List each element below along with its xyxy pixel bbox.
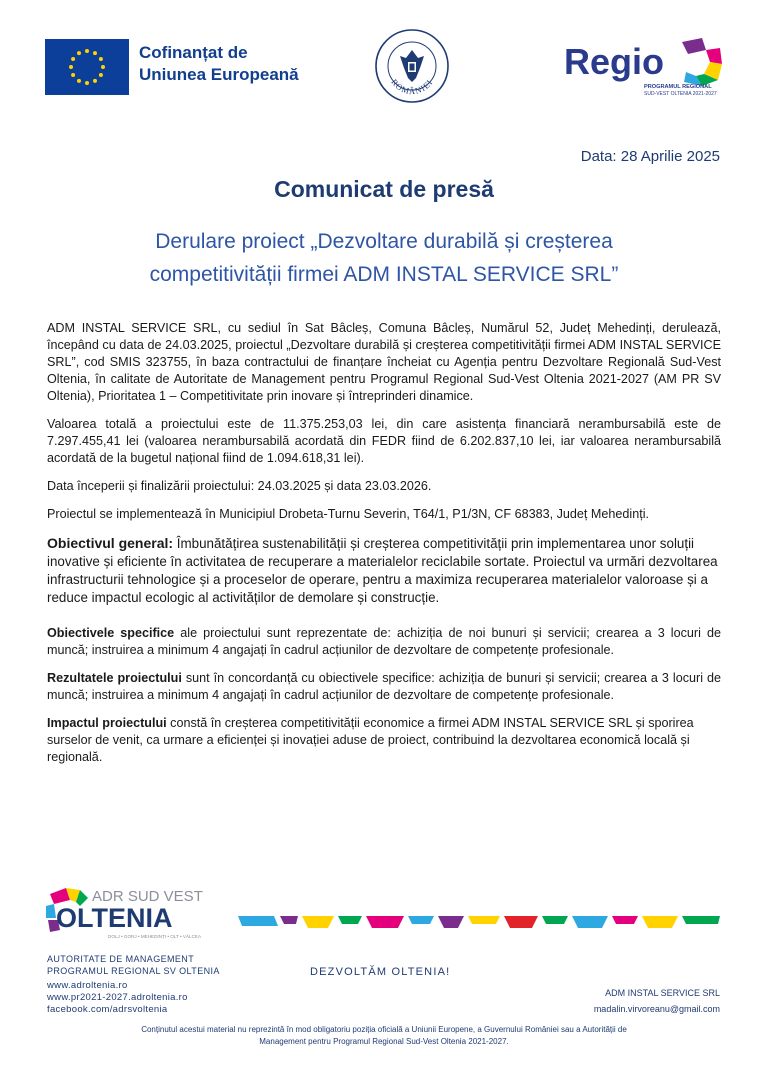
paragraph-intro: ADM INSTAL SERVICE SRL, cu sediul în Sat Bâcleș, Comuna Bâcleș, Numărul 52, Județ Mehedinți, derulează, începând cu data de 24.03.2025, proiectul „Dezvoltare durabilă și creșterea competitivității firmei ADM INSTAL SERVICE SRL”, cod SMIS 323755, în baza contractului de finanțare încheiat cu Agenția pentru Dezvoltare Regională Sud-Vest Oltenia, în calitate de Autoritate de Management pentru Programul Regional Sud-Vest Oltenia 2021-2027 (AM PR SV Oltenia), Prioritatea 1 – Competitivitate prin inovare și întreprinderi dinamice. [47, 321, 721, 403]
subtitle-line1: Derulare proiect „Dezvoltare durabilă și creșterea [155, 230, 613, 253]
eu-cofinanced-label [139, 42, 299, 86]
managing-authority-label [47, 953, 220, 977]
beneficiary-email[interactable]: madalin.virvoreanu@gmail.com [593, 1004, 720, 1014]
romanian-government-seal [374, 28, 450, 104]
regio-color-emblem-icon [682, 38, 722, 86]
press-release-body [47, 320, 721, 777]
paragraph-results [47, 670, 721, 704]
document-date: Data: 28 Aprilie 2025 [580, 148, 720, 165]
slogan: DEZVOLTĂM OLTENIA! [310, 966, 451, 978]
results-label: Rezultatele proiectului [47, 671, 182, 685]
gov-arc-top-text [374, 28, 429, 30]
impact-text: constă în creșterea competitivității economice a firmei ADM INSTAL SERVICE SRL și sporirea surselor de venit, ca urmare a eficienței și inovației aduse de proiect, contribuind la dezvoltarea economică locală și regională. [47, 716, 694, 764]
general-objective-label: Obiectivul general: [47, 535, 174, 551]
adr-counties-text: DOLJ • GORJ • MEHEDINȚI • OLT • VÂLCEA [108, 934, 202, 939]
gov-arc-bottom-path: ROMÂNIEI [389, 77, 435, 97]
regio-sub1: PROGRAMUL REGIONAL [644, 84, 712, 90]
eu-line1: Cofinanțat de [139, 43, 248, 62]
impact-label: Impactul proiectului [47, 716, 167, 730]
paragraph-dates: Data începerii și finalizării proiectului: 24.03.2025 și data 23.03.2026. [47, 479, 432, 493]
adr-top-text: ADR SUD VEST [92, 888, 203, 905]
page-title: Comunicat de presă [274, 176, 494, 202]
link-pr2021[interactable]: www.pr2021-2027.adroltenia.ro [47, 992, 188, 1003]
paragraph-impact [47, 715, 721, 766]
specific-objectives-text: ale proiectului sunt reprezentate de: achiziția de noi bunuri și servicii; crearea a 3 locuri de muncă; instruirea a minimum 4 angajați în cadrul acțiunilor de dezvoltare de competențe profesionale. [47, 626, 721, 657]
adr-main-text: OLTENIA [56, 903, 173, 933]
adr-sud-vest-oltenia-logo [44, 884, 236, 944]
regio-sub2: SUD-VEST OLTENIA 2021-2027 [644, 91, 717, 97]
disclaimer: Conținutul acestui material nu reprezintă în mod obligatoriu poziția oficială a Uniunii Europene, a Guvernului României sau a Autorității de Management pentru Programul Regional Sud-Vest Oltenia 2021-2027. [141, 1025, 627, 1046]
eu-line2: Uniunea Europeană [139, 65, 299, 84]
auth-line2: PROGRAMUL REGIONAL SV OLTENIA [47, 966, 220, 976]
link-adroltenia[interactable]: www.adroltenia.ro [47, 980, 128, 991]
eagle-emblem-icon [400, 50, 424, 82]
auth-line1: AUTORITATE DE MANAGEMENT [47, 954, 195, 964]
beneficiary-name: ADM INSTAL SERVICE SRL [605, 988, 720, 998]
regio-logo [564, 36, 724, 98]
subtitle-line2: competitivității firmei ADM INSTAL SERVICE SRL” [149, 263, 619, 286]
paragraph-value: Valoarea totală a proiectului este de 11.375.253,03 lei, din care asistența financiară nerambursabilă este de 7.297.455,41 lei (valoarea nerambursabilă acordată din FEDR fiind de 6.202.837,10 lei, iar valoarea nerambursabilă acordată de la bugetul național fiind de 1.094.618,31 lei). [47, 417, 721, 465]
results-text: sunt în concordanță cu obiectivele specifice: achiziția de bunuri și servicii; crearea a 3 locuri de muncă; instruirea a minimum 4 angajați în cadrul acțiunilor de dezvoltare de competențe profesionale. [47, 671, 722, 702]
decorative-color-stripe [238, 910, 720, 932]
general-objective-text: Îmbunătățirea sustenabilității și creșterea competitivității prin implementarea unor soluții inovative și eficiente în activitatea de recuperare a materialelor reciclabile sortate. Proiectul va urmări dezvoltarea infrastructurii tehnologice și a proceselor de operare, pentru a maximiza recuperarea materialelor valoroase și a reduce impactul ecologic al activităților de demolare și construcție. [47, 536, 718, 605]
page-subtitle [60, 225, 708, 291]
paragraph-general-objective [47, 534, 721, 607]
paragraph-location: Proiectul se implementează în Municipiul Drobeta-Turnu Severin, T64/1, P1/3N, CF 68383, Județ Mehedinți. [47, 507, 650, 521]
specific-objectives-label: Obiectivele specifice [47, 626, 175, 640]
regio-word: Regio [564, 41, 665, 82]
eu-flag-logo [45, 39, 129, 95]
paragraph-specific-objectives [47, 625, 721, 659]
footer-links [47, 980, 188, 1016]
link-facebook[interactable]: facebook.com/adrsvoltenia [47, 1004, 168, 1015]
beneficiary-contact [594, 985, 720, 1017]
